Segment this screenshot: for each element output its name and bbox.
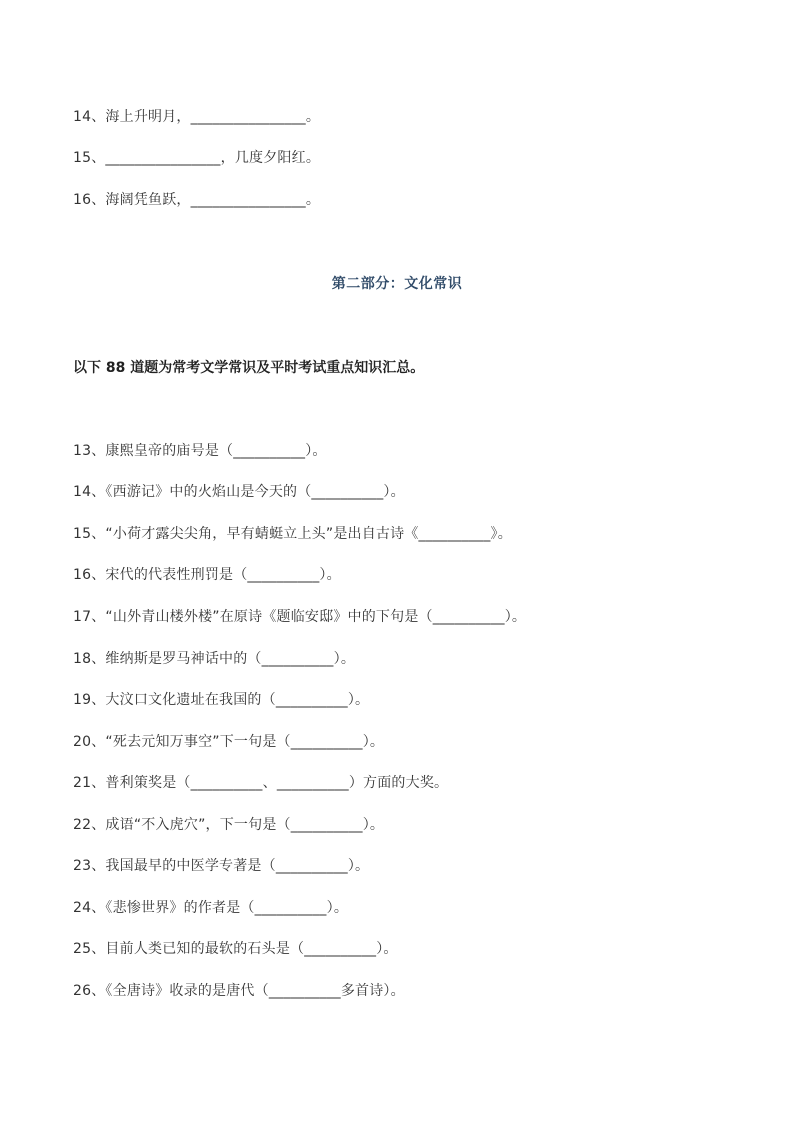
question-15: 15、“小荷才露尖尖角，早有蜻蜓立上头”是出自古诗《__________》。 <box>73 526 512 542</box>
question-16: 16、宋代的代表性刑罚是（__________）。 <box>73 567 341 583</box>
question-23: 23、我国最早的中医学专著是（__________）。 <box>73 858 370 874</box>
section-heading: 第二部分：文化常识 <box>331 276 463 292</box>
intro-text: 以下 88 道题为常考文学常识及平时考试重点知识汇总。 <box>73 360 425 376</box>
question-14: 14、《西游记》中的火焰山是今天的（__________）。 <box>73 484 405 500</box>
question-13: 13、康熙皇帝的庙号是（__________）。 <box>73 443 327 459</box>
question-21: 21、普利策奖是（__________、__________）方面的大奖。 <box>73 775 449 791</box>
question-19: 19、大汶口文化遗址在我国的（__________）。 <box>73 692 370 708</box>
question-25: 25、目前人类已知的最软的石头是（__________）。 <box>73 941 398 957</box>
question-17: 17、“山外青山楼外楼”在原诗《题临安邸》中的下句是（__________）。 <box>73 609 527 625</box>
fill-blank-item-15: 15、________________，几度夕阳红。 <box>73 150 321 166</box>
question-18: 18、维纳斯是罗马神话中的（__________）。 <box>73 651 356 667</box>
question-26: 26、《全唐诗》收录的是唐代（__________多首诗）。 <box>73 983 405 999</box>
question-20: 20、“死去元知万事空”下一句是（__________）。 <box>73 734 385 750</box>
question-22: 22、成语“不入虎穴”，下一句是（__________）。 <box>73 817 385 833</box>
fill-blank-item-16: 16、海阔凭鱼跃，________________。 <box>73 192 321 208</box>
fill-blank-item-14: 14、海上升明月，________________。 <box>73 109 321 125</box>
question-24: 24、《悲惨世界》的作者是（__________）。 <box>73 900 349 916</box>
